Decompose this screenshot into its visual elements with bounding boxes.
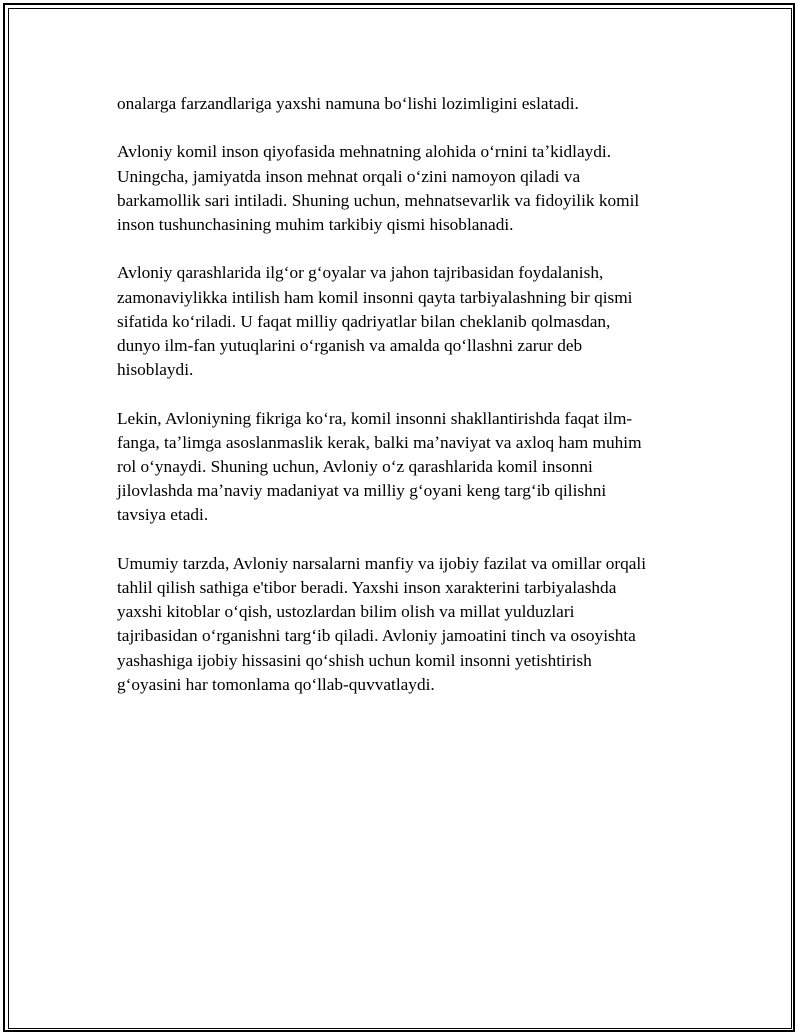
paragraph-3: Avloniy qarashlarida ilgʻor gʻoyalar va jahon tajribasidan foydalanish, zamonaviylikka intilish ham komil insonni qayta tarbiyalashning bir qismi sifatida koʻriladi. U faqat milliy qadriyatlar bilan cheklanib qolmasdan, dunyo ilm-fan yutuqlarini oʻrganish va amalda qoʻllashni zarur deb hisoblaydi. xyxy=(117,263,633,380)
paragraph-4: Lekin, Avloniyning fikriga koʻra, komil insonni shakllantirishda faqat ilm- fanga, taʼlimga asoslanmaslik kerak, balki maʼnaviyat va axloq ham muhim rol oʻynaydi. Shuning uchun, Avloniy oʻz qarashlarida komil insonni jilovlashda maʼnaviy madaniyat va milliy gʻoyani keng targʻib qilishni tavsiya etadi. xyxy=(117,408,642,525)
paragraph-1: onalarga farzandlariga yaxshi namuna boʻlishi lozimligini eslatadi. xyxy=(117,94,579,113)
paragraph-2: Avloniy komil inson qiyofasida mehnatning alohida oʻrnini taʼkidlaydi. Uningcha, jamiyatda inson mehnat orqali oʻzini namoyon qiladi va barkamollik sari intiladi. Shuning uchun, mehnatsevarlik va fidoyilik komil inson tushunchasining muhim tarkibiy qismi hisoblanadi. xyxy=(117,142,640,234)
document-body xyxy=(117,92,687,721)
paragraph-5: Umumiy tarzda, Avloniy narsalarni manfiy va ijobiy fazilat va omillar orqali tahlil qilish sathiga e'tibor beradi. Yaxshi inson xarakterini tarbiyalashda yaxshi kitoblar oʻqish, ustozlardan bilim olish va millat yulduzlari tajribasidan oʻrganishni targʻib qiladi. Avloniy jamoatini tinch va osoyishta yashashiga ijobiy hissasini qoʻshish uchun komil insonni yetishtirish gʻoyasini har tomonlama qoʻllab-quvvatlaydi. xyxy=(117,553,647,694)
